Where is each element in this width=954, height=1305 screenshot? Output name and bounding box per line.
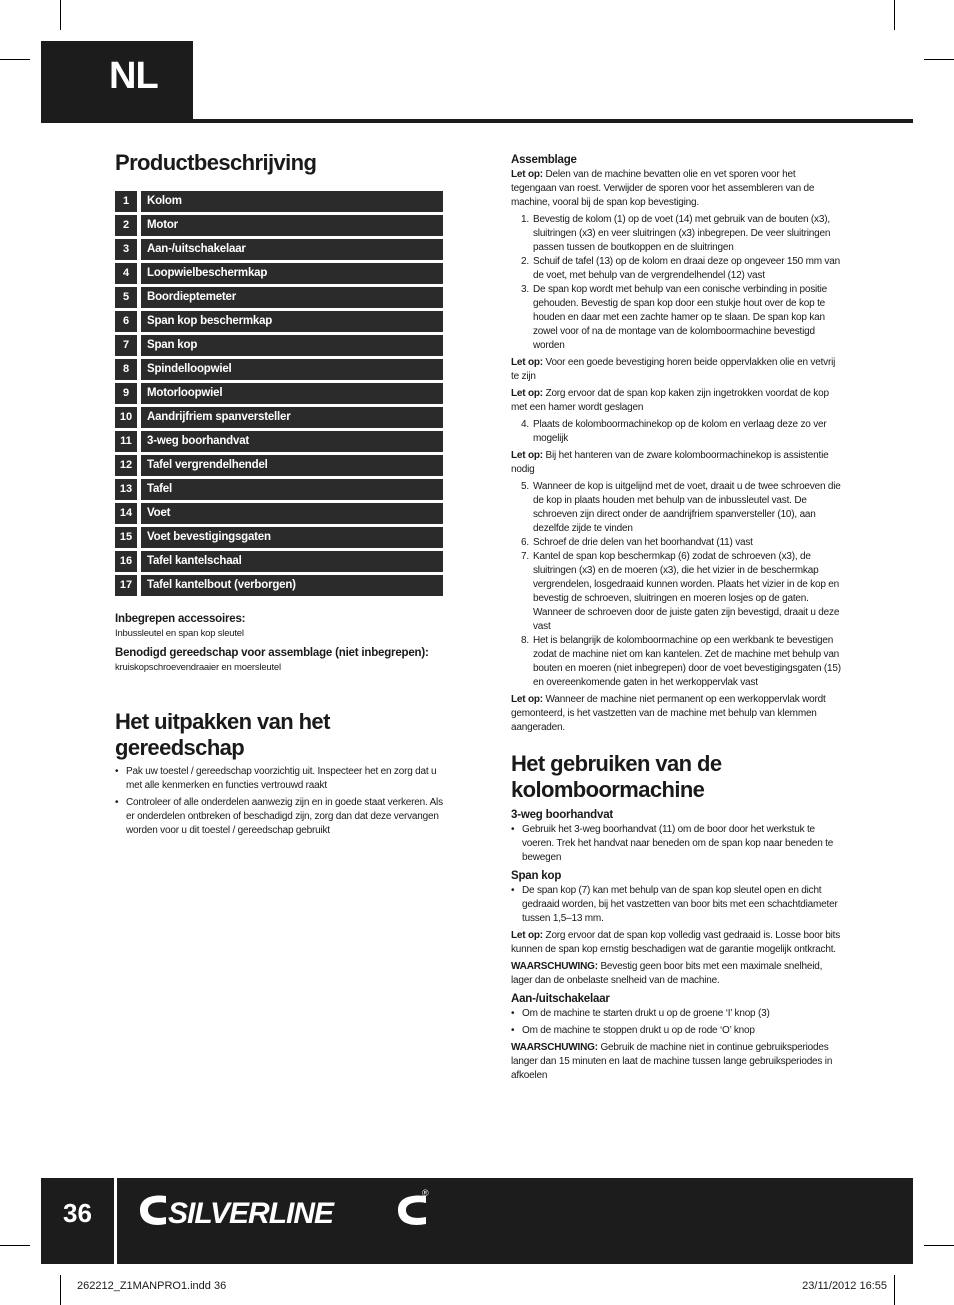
note-text: Delen van de machine bevatten olie en vet sporen voor het tegengaan van roest. Verwijder de sporen voor het assembleren van de machine, vooral bij de span kop bevestiging. [511,169,815,208]
part-label: Aan-/uitschakelaar [141,239,443,260]
note-label: Let op: [511,930,543,941]
parts-row [115,359,443,380]
unpacking-list [115,765,447,841]
list-item: • Controleer of alle onderdelen aanwezig zijn en in goede staat verkeren. Als er onderdelen ontbreken of beschadigd zijn, zorg dan dat deze vervangen worden voor u dit toestel / gereedschap gebruikt [115,796,447,838]
part-label: Span kop beschermkap [141,311,443,332]
step-text: Bevestig de kolom (1) op de voet (14) met gebruik van de bouten (x3), sluitringen (x3) en veer sluitringen (x3) inbegrepen. De veer sluitringen passen tussen de boutkoppen en de sluitringen [533,214,831,253]
parts-row [115,287,443,308]
part-number: 10 [115,407,137,428]
note-text: Zorg ervoor dat de span kop kaken zijn ingetrokken voordat de kop met een hamer wordt geslagen [511,388,829,413]
part-number: 12 [115,455,137,476]
step-number: 5. [521,481,529,492]
part-number: 17 [115,575,137,596]
parts-row [115,527,443,548]
note-label: Let op: [511,388,543,399]
step-text: De span kop wordt met behulp van een conische verbinding in positie gehouden. Bevestig de span kop door een stukje hout over de kop te houden en daar met een zachte hamer op te slaan. De span kop kan zowel voor of na de montage van de kolomboormachine bevestigd worden [533,284,828,351]
crop-mark [924,59,954,60]
crop-mark [60,1275,61,1305]
language-tab [41,41,193,123]
parts-row [115,311,443,332]
footer-bar [41,1178,913,1264]
part-label: Motorloopwiel [141,383,443,404]
imprint-date: 23/11/2012 16:55 [802,1280,887,1292]
footer-divider [114,1178,117,1264]
step-text: Plaats de kolomboormachinekop op de kolom en verlaag deze zo ver mogelijk [533,419,827,444]
parts-row [115,479,443,500]
language-code: NL [109,55,158,97]
parts-row [115,263,443,284]
chuck-note [511,929,841,957]
part-label: Aandrijfriem spanversteller [141,407,443,428]
warning-text: Gebruik de machine niet in continue gebruiksperiodes langer dan 15 minuten en laat de machine tussen lange gebruiksperiodes in afkoelen [511,1042,833,1081]
handle-heading: 3-weg boorhandvat [511,809,614,821]
unpacking-heading-line2: gereedschap [115,735,245,760]
usage-heading-line2: kolomboormachine [511,777,705,802]
parts-row [115,503,443,524]
part-number: 7 [115,335,137,356]
crop-mark [894,0,895,30]
note-text: Zorg ervoor dat de span kop volledig vast gedraaid is. Losse boor bits kunnen de span kop ernstig beschadigen wat de garantie mogelijk ontkracht. [511,930,841,955]
step-number: 6. [521,537,529,548]
silverline-logo [136,1188,436,1238]
assembly-note-2 [511,356,841,384]
part-label: Tafel vergrendelhendel [141,455,443,476]
part-label: Voet bevestigingsgaten [141,527,443,548]
accessories-section [115,611,455,679]
step-text: Kantel de span kop beschermkap (6) zodat de schroeven (x3), de sluitringen (x3) en de moeren (x3), die het vizier in de beschermkap vergrendelen, losgedraaid kunnen worden. Plaats het vizier in de kop en bevestig de schroeven, sluitringen en moeren losjes op de gaten. Wanneer de schroeven door de juiste gaten zijn bevestigd, draait u deze vast [533,551,840,632]
list-item [511,255,841,283]
assembly-steps-b [511,418,841,446]
parts-list [115,191,443,599]
product-description-heading: Productbeschrijving [115,150,317,175]
crop-mark [0,59,30,60]
part-number: 3 [115,239,137,260]
included-text: Inbussleutel en span kop sleutel [115,628,244,639]
note-label: Let op: [511,357,543,368]
crop-mark [60,0,61,30]
assembly-note-5 [511,693,841,735]
part-label: Kolom [141,191,443,212]
parts-row [115,551,443,572]
part-number: 15 [115,527,137,548]
part-label: Tafel kantelbout (verborgen) [141,575,443,596]
part-number: 4 [115,263,137,284]
right-column [511,152,841,1086]
note-text: Voor een goede bevestiging horen beide oppervlakken olie en vetvrij te zijn [511,357,836,382]
included-label: Inbegrepen accessoires: [115,613,246,625]
list-item [511,480,841,536]
warning-text: Bevestig geen boor bits met een maximale snelheid, lager dan de onbelaste snelheid van de machine. [511,961,823,986]
assembly-note-4 [511,449,841,477]
step-text: Wanneer de kop is uitgelijnd met de voet, draait u de twee schroeven die de kop in plaats houden met behulp van de inbussleutel vast. De schroeven zijn direct onder de aandrijfriem spanversteller (10), aan dezelfde zijde te vinden [533,481,841,534]
part-number: 1 [115,191,137,212]
parts-row [115,383,443,404]
step-text: Het is belangrijk de kolomboormachine op een werkbank te bevestigen zodat de machine niet om kan kantelen. Zet de machine met behulp van bouten en moeren (niet inbegrepen) door de voet bevestigingsgaten (15) en overeenkomende gaten in het werkoppervlak vast [533,635,841,688]
step-number: 4. [521,419,529,430]
part-number: 14 [115,503,137,524]
logo-wordmark: SILVERLINE [168,1197,334,1230]
list-item [511,536,841,550]
assembly-note-1 [511,168,841,210]
parts-row [115,191,443,212]
switch-heading: Aan-/uitschakelaar [511,993,610,1005]
part-label: Voet [141,503,443,524]
note-text: Bij het hanteren van de zware kolomboormachinekop is assistentie nodig [511,450,829,475]
part-number: 9 [115,383,137,404]
list-item [511,213,841,255]
parts-row [115,431,443,452]
list-item: • De span kop (7) kan met behulp van de span kop sleutel open en dicht gedraaid worden, bij het vastzetten van boor bits met een schachtdiameter tussen 1,5–13 mm. [511,884,841,926]
assembly-steps-a [511,213,841,353]
usage-heading [511,751,841,803]
parts-row [115,575,443,596]
assembly-note-3 [511,387,841,415]
part-label: Loopwielbeschermkap [141,263,443,284]
part-label: Boordieptemeter [141,287,443,308]
crop-mark [0,1245,30,1246]
part-number: 2 [115,215,137,236]
logo-hook-right [398,1196,426,1225]
unpacking-heading [115,709,330,761]
chuck-heading: Span kop [511,870,562,882]
step-text: Schroef de drie delen van het boorhandvat (11) vast [533,537,753,548]
part-label: Motor [141,215,443,236]
list-item: • Om de machine te starten drukt u op de groene ‘I’ knop (3) [511,1007,841,1021]
list-item [511,634,841,690]
warning-2 [511,1041,841,1083]
unpacking-heading-line1: Het uitpakken van het [115,709,330,734]
part-number: 6 [115,311,137,332]
list-item [511,418,841,446]
note-label: Let op: [511,450,543,461]
parts-row [115,407,443,428]
note-label: Let op: [511,169,543,180]
imprint-file: 262212_Z1MANPRO1.indd 36 [77,1280,227,1292]
warning-1 [511,960,841,988]
part-number: 5 [115,287,137,308]
list-item: • Om de machine te stoppen drukt u op de rode ‘O’ knop [511,1024,841,1038]
warning-label: WAARSCHUWING: [511,1042,598,1053]
logo-hook-left [140,1196,166,1225]
crop-mark [894,1275,895,1305]
required-label: Benodigd gereedschap voor assemblage (niet inbegrepen): [115,647,429,659]
list-item: • Gebruik het 3-weg boorhandvat (11) om de boor door het werkstuk te voeren. Trek het handvat naar beneden om de span kop naar beneden te bewegen [511,823,841,865]
step-number: 8. [521,635,529,646]
usage-heading-line1: Het gebruiken van de [511,751,722,776]
parts-row [115,455,443,476]
note-label: Let op: [511,694,543,705]
parts-row [115,215,443,236]
assembly-steps-c [511,480,841,690]
step-number: 7. [521,551,529,562]
step-number: 2. [521,256,529,267]
warning-label: WAARSCHUWING: [511,961,598,972]
step-number: 1. [521,214,529,225]
required-text: kruiskopschroevendraaier en moersleutel [115,662,281,673]
parts-row [115,335,443,356]
part-label: 3-weg boorhandvat [141,431,443,452]
header-rule [41,119,913,123]
page-number: 36 [63,1198,92,1228]
part-label: Tafel kantelschaal [141,551,443,572]
part-number: 16 [115,551,137,572]
list-item [511,283,841,353]
part-label: Tafel [141,479,443,500]
registered-mark: ® [422,1188,429,1198]
assembly-heading: Assemblage [511,154,577,166]
step-number: 3. [521,284,529,295]
parts-row [115,239,443,260]
step-text: Schuif de tafel (13) op de kolom en draai deze op ongeveer 150 mm van de voet, met behulp van de vergrendelhendel (12) vast [533,256,840,281]
part-number: 8 [115,359,137,380]
list-item [511,550,841,634]
crop-mark [924,1245,954,1246]
list-item: • Pak uw toestel / gereedschap voorzichtig uit. Inspecteer het en zorg dat u met alle kenmerken en functies vertrouwd raakt [115,765,447,793]
part-label: Spindelloopwiel [141,359,443,380]
part-label: Span kop [141,335,443,356]
part-number: 11 [115,431,137,452]
note-text: Wanneer de machine niet permanent op een werkoppervlak wordt gemonteerd, is het vastzetten van de machine met behulp van klemmen aangeraden. [511,694,826,733]
part-number: 13 [115,479,137,500]
